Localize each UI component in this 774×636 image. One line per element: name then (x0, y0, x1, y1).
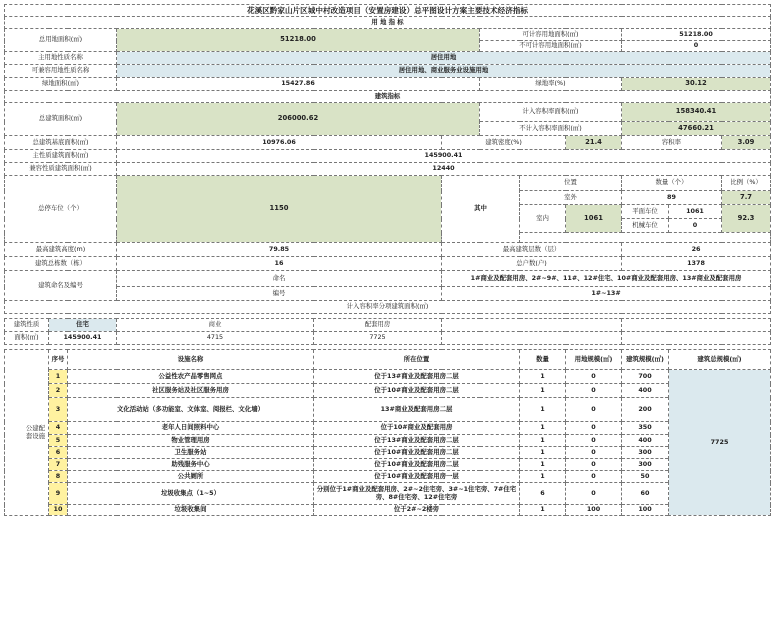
facility-row: 5 物业管理用房 位于13#商业及配套用房二层 1 0 400 (5, 435, 771, 447)
parking-ratio-header: 比例（%） (722, 176, 771, 191)
land-nature-label: 主用地性质名称 (5, 52, 117, 65)
col-area: 建筑规模(㎡) (622, 350, 669, 370)
indicator-sheet (4, 4, 770, 516)
parking-position-header: 位置 (520, 176, 622, 191)
facility-row: 7 助残服务中心 位于10#商业及配套用房二层 1 0 300 (5, 459, 771, 471)
area-residential: 145900.41 (49, 332, 117, 345)
households-label: 总户数(户) (442, 257, 622, 271)
calc-land-value: 51218.00 (622, 29, 771, 41)
compat-land-value: 居住用地、商业服务业设施用地 (117, 65, 771, 78)
calc-land-label: 可计容用地面积(㎡) (480, 29, 622, 41)
noncalc-land-value: 0 (622, 41, 771, 52)
facility-row: 10 垃圾收集间 位于2#~2楼旁 1 100 100 (5, 505, 771, 516)
name-value: 1#商业及配套用房、2#~9#、11#、12#住宅、10#商业及配套用房、13#商业及配套用房 (442, 271, 771, 287)
indoor-ratio: 92.3 (722, 205, 771, 233)
page-title: 花溪区黔家山片区城中村改造项目（安置房建设）总平图设计方案主要技术经济指标 (5, 5, 771, 17)
max-height-label: 最高建筑高度(m) (5, 243, 117, 257)
outdoor-ratio: 7.7 (722, 191, 771, 205)
number-value: 1#~13# (442, 287, 771, 301)
land-nature-value: 居住用地 (117, 52, 771, 65)
indicator-table (4, 4, 771, 516)
building-indicators-header: 建筑指标 (5, 91, 771, 103)
facility-row: 3 文化活动站（多功能室、文体室、阅报栏、文化墙） 13#商业及配套用房二层 1 0 200 (5, 398, 771, 422)
area-supporting: 7725 (314, 332, 442, 345)
building-type-label: 建筑性质 (5, 319, 49, 332)
naming-label: 建筑命名及编号 (5, 271, 117, 301)
facilities-total-value: 7725 (669, 370, 771, 516)
number-label: 编号 (117, 287, 442, 301)
nonfar-area-label: 不计入容积率面积(㎡) (480, 122, 622, 136)
base-area-value: 10976.06 (117, 136, 442, 150)
facility-row: 9 垃圾收集点（1~5） 分别位于1#商业及配套用房、2#~2住宅旁、3#~1住宅旁、7#住宅旁、8#住宅旁、12#住宅旁 6 0 60 (5, 483, 771, 505)
col-name: 设施名称 (68, 350, 314, 370)
noncalc-land-label: 不可计容用地面积(㎡) (480, 41, 622, 52)
facility-row: 4 老年人日间照料中心 位于10#商业及配套用房 1 0 350 (5, 422, 771, 435)
type-residential: 住宅 (49, 319, 117, 332)
type-supporting: 配套用房 (314, 319, 442, 332)
total-land-value: 51218.00 (117, 29, 480, 52)
col-loc: 所在位置 (314, 350, 520, 370)
flat-parking-qty: 1061 (669, 205, 722, 219)
col-total: 建筑总规模(㎡) (669, 350, 771, 370)
compat-area-value: 12440 (117, 163, 771, 176)
density-label: 建筑密度(%) (442, 136, 566, 150)
far-breakdown-header: 计入容积率分项建筑面积(㎡) (5, 301, 771, 314)
parking-among-label: 其中 (442, 176, 520, 243)
parking-total-value: 1150 (117, 176, 442, 243)
facility-row: 6 卫生服务站 位于10#商业及配套用房二层 1 0 300 (5, 447, 771, 459)
total-area-label: 总建筑面积(㎡) (5, 103, 117, 136)
building-count-label: 建筑总栋数（栋） (5, 257, 117, 271)
compat-land-label: 可兼容用地性质名称 (5, 65, 117, 78)
max-height-value: 79.85 (117, 243, 442, 257)
far-area-label: 计入容积率面积(㎡) (480, 103, 622, 122)
parking-label: 总停车位（个） (5, 176, 117, 243)
main-area-label: 主性质建筑面积(㎡) (5, 150, 117, 163)
land-indicators-header: 用 地 指 标 (5, 17, 771, 29)
indoor-label: 室内 (520, 205, 566, 233)
type-commercial: 商业 (117, 319, 314, 332)
col-no: 序号 (49, 350, 68, 370)
far-label: 容积率 (622, 136, 722, 150)
green-rate-value: 30.12 (622, 78, 771, 91)
total-area-value: 206000.62 (117, 103, 480, 136)
area-commercial: 4715 (117, 332, 314, 345)
indoor-qty: 1061 (566, 205, 622, 233)
building-area-label: 面积(㎡) (5, 332, 49, 345)
mech-parking-label: 机械车位 (622, 219, 669, 233)
compat-area-label: 兼容性质建筑面积(㎡) (5, 163, 117, 176)
col-qty: 数量 (520, 350, 566, 370)
outdoor-label: 室外 (520, 191, 622, 205)
max-floors-value: 26 (622, 243, 771, 257)
mech-parking-qty: 0 (669, 219, 722, 233)
facility-row: 1 公益性农产品零售网点 位于13#商业及配套用房二层 1 0 700 7725 (5, 370, 771, 384)
name-label: 命名 (117, 271, 442, 287)
green-rate-label: 绿地率(%) (480, 78, 622, 91)
households-value: 1378 (622, 257, 771, 271)
green-area-value: 15427.86 (117, 78, 480, 91)
building-count-value: 16 (117, 257, 442, 271)
facility-row: 8 公共厕所 位于10#商业及配套用房一层 1 0 50 (5, 471, 771, 483)
facility-row: 2 社区服务站及社区服务用房 位于10#商业及配套用房二层 1 0 400 (5, 384, 771, 398)
main-area-value: 145900.41 (117, 150, 771, 163)
outdoor-qty: 89 (622, 191, 722, 205)
base-area-label: 总建筑基底面积(㎡) (5, 136, 117, 150)
green-area-label: 绿地面积(㎡) (5, 78, 117, 91)
parking-qty-header: 数量（个） (622, 176, 722, 191)
far-area-value: 158340.41 (622, 103, 771, 122)
density-value: 21.4 (566, 136, 622, 150)
col-land: 用地规模(㎡) (566, 350, 622, 370)
max-floors-label: 最高建筑层数（层） (442, 243, 622, 257)
facilities-side-label: 公建配套设施 (5, 350, 49, 516)
far-value: 3.09 (722, 136, 771, 150)
total-land-label: 总用地面积(㎡) (5, 29, 117, 52)
nonfar-area-value: 47660.21 (622, 122, 771, 136)
flat-parking-label: 平面车位 (622, 205, 669, 219)
